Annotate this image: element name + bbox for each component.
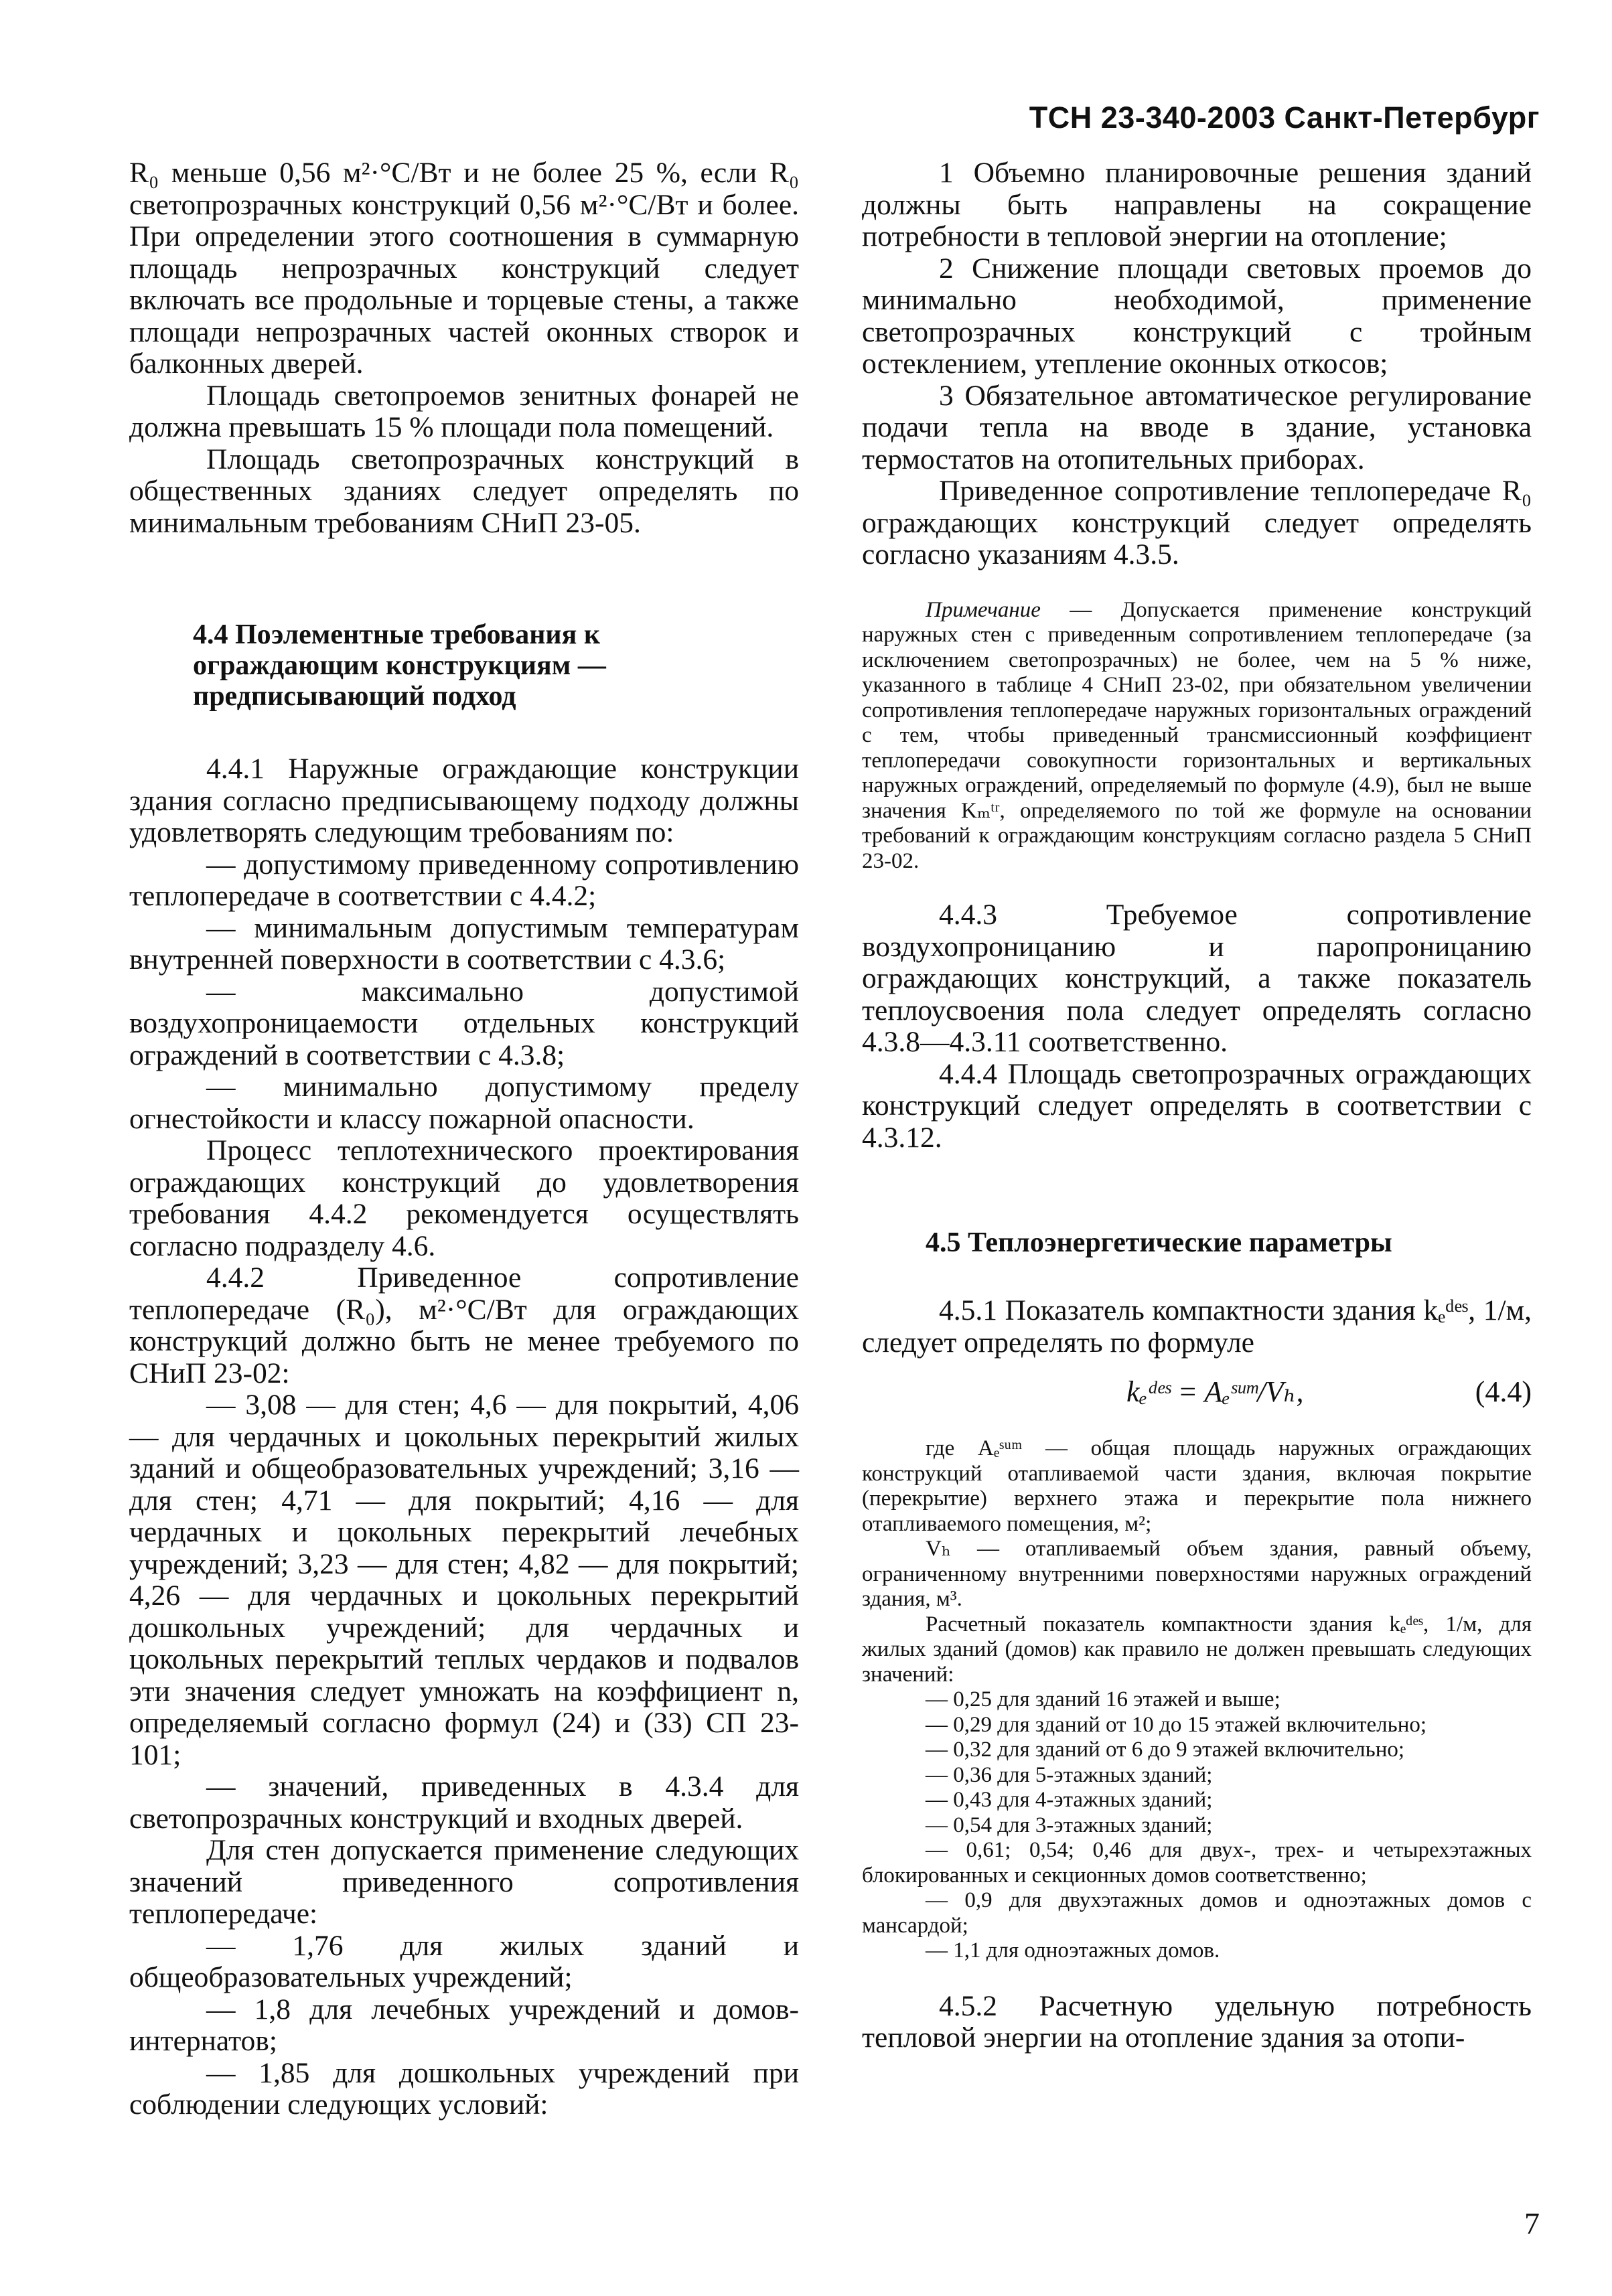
paragraph-4-5-1: 4.5.1 Показатель компактности здания kₑᵈᵉˢ, 1/м, следует определять по формуле: [862, 1294, 1532, 1359]
list-item: — 0,29 для зданий от 10 до 15 этажей включительно;: [926, 1712, 1427, 1737]
list-item: — минимально допустимому пределу огнестойкости и классу пожарной опасности.: [129, 1071, 799, 1135]
list-item: — 0,61; 0,54; 0,46 для двух-, трех- и четырехэтажных блокированных и секционных домов соответственно;: [862, 1838, 1532, 1888]
note: [862, 598, 1532, 874]
paragraph: R₀ меньше 0,56 м²·°С/Вт и не более 25 %, если R₀ светопрозрачных конструкций 0,56 м²·°С/Вт и более. При определении этого соотношения в суммарную площадь непрозрачных конструкций следует включать все продольные и торцевые стены, а также площади непрозрачных частей оконных створок и балконных дверей.: [129, 157, 799, 380]
section-heading-4-4-line3: предписывающий подход: [193, 681, 516, 712]
paragraph: Приведенное сопротивление теплопередаче R₀ ограждающих конструкций следует определять согласно указаниям 4.3.5.: [862, 475, 1532, 570]
paragraph-4-5-2: 4.5.2 Расчетную удельную потребность тепловой энергии на отопление здания за отопи-: [862, 1989, 1532, 2054]
page-number: 7: [1524, 2206, 1540, 2240]
left-column: [129, 157, 799, 2121]
paragraph: Процесс теплотехнического проектирования ограждающих конструкций до удовлетворения требования 4.4.2 рекомендуется осуществлять согласно подразделу 4.6.: [129, 1134, 799, 1262]
list-item: — значений, приведенных в 4.3.4 для светопрозрачных конструкций и входных дверей.: [129, 1770, 799, 1835]
paragraph: Площадь светопрозрачных конструкций в общественных зданиях следует определять по минимальным требованиям СНиП 23-05.: [129, 443, 799, 539]
paragraph-4-4-2: 4.4.2 Приведенное сопротивление теплопередаче (R₀), м²·°С/Вт для ограждающих конструкций должно быть не менее требуемого по СНиП 23-02:: [129, 1261, 799, 1389]
list-item: — 0,32 для зданий от 6 до 9 этажей включительно;: [926, 1738, 1405, 1762]
list-item: — 1,8 для лечебных учреждений и домов-интернатов;: [129, 1993, 799, 2057]
list-item: — 0,36 для 5-этажных зданий;: [926, 1762, 1213, 1787]
list-item: 1 Объемно планировочные решения зданий должны быть направлены на сокращение потребности в тепловой энергии на отопление;: [862, 157, 1532, 252]
list-item: — 1,1 для одноэтажных домов.: [926, 1938, 1220, 1963]
formula-where: Vₕ — отапливаемый объем здания, равный объему, ограниченному внутренними поверхностями наружных ограждений здания, м³.: [862, 1537, 1532, 1611]
list-item: — 0,54 для 3-этажных зданий;: [926, 1813, 1213, 1837]
list-item: — минимальным допустимым температурам внутренней поверхности в соответствии с 4.3.6;: [129, 911, 799, 976]
paragraph-4-4-1: 4.4.1 Наружные ограждающие конструкции здания согласно предписывающему подходу должны удовлетворять следующим требованиям по:: [129, 753, 799, 848]
list-item: — 0,25 для зданий 16 этажей и выше;: [926, 1687, 1280, 1711]
list-item: — 0,9 для двухэтажных домов и одноэтажных домов с мансардой;: [862, 1888, 1532, 1938]
page-header: ТСН 23-340-2003 Санкт-Петербург: [1029, 100, 1540, 135]
formula-4-4: [862, 1376, 1532, 1416]
section-heading-4-4-line1: 4.4 Поэлементные требования к: [193, 619, 601, 650]
list-item: — 3,08 — для стен; 4,6 — для покрытий, 4,06 — для чердачных и цокольных перекрытий жилых зданий и общеобразовательных учреждений; 3,16 — для стен; 4,71 — для покрытий; 4,16 — для чердачных и цокольных перекрытий лечебных учреждений; 3,23 — для стен; 4,82 — для покрытий; 4,26 — для чердачных и цокольных перекрытий дошкольных учреждений; для чердачных и цокольных перекрытий теплых чердаков и подвалов эти значения следует умножать на коэффициент n, определяемый согласно формул (24) и (33) СП 23-101;: [129, 1389, 799, 1771]
list-item: — 1,76 для жилых зданий и общеобразовательных учреждений;: [129, 1929, 799, 1993]
section-heading-4-4-line2: ограждающим конструкциям —: [193, 650, 606, 681]
formula-where: где Aₑˢᵘᵐ — общая площадь наружных ограждающих конструкций отапливаемой части здания, включая покрытие (перекрытие) верхнего этажа и перекрытие пола нижнего отапливаемого помещения, м²;: [862, 1436, 1532, 1536]
list-item: — 1,85 для дошкольных учреждений при соблюдении следующих условий:: [129, 2056, 799, 2121]
paragraph-4-4-4: 4.4.4 Площадь светопрозрачных ограждающих конструкций следует определять в соответствии с 4.3.12.: [862, 1057, 1532, 1154]
paragraph: Площадь светопроемов зенитных фонарей не должна превышать 15 % площади пола помещений.: [129, 379, 799, 443]
section-heading-4-5: 4.5 Теплоэнергетические параметры: [926, 1227, 1392, 1258]
paragraph: Расчетный показатель компактности здания kₑᵈᵉˢ, 1/м, для жилых зданий (домов) как правило не должен превышать следующих значений:: [862, 1612, 1532, 1687]
list-item: — максимально допустимой воздухопроницаемости отдельных конструкций ограждений в соответствии с 4.3.8;: [129, 975, 799, 1071]
right-column: [862, 157, 1532, 2054]
list-item: 2 Снижение площади световых проемов до минимально необходимой, применение светопрозрачных конструкций с тройным остеклением, утепление оконных откосов;: [862, 252, 1532, 380]
formula-expression: kₑᵈᵉˢ = Aₑˢᵘᵐ/Vₕ,: [1126, 1375, 1304, 1408]
paragraph: Для стен допускается применение следующих значений приведенного сопротивления теплопередаче:: [129, 1834, 799, 1930]
list-item: — 0,43 для 4-этажных зданий;: [926, 1788, 1213, 1812]
note-body: — Допускается применение конструкций наружных стен с приведенным сопротивлением теплопередаче (за исключением светопрозрачных) не более, чем на 5 % ниже, указанного в таблице 4 СНиП 23-02, при обязательном увеличении сопротивления теплопередаче наружных горизонтальных ограждений с тем, чтобы приведенный трансмиссионный коэффициент теплопередачи совокупности горизонтальных и вертикальных наружных ограждений, определяемый по формуле (4.9), был не выше значения Kₘᵗʳ, определяемого по той же формуле на основании требований к ограждающим конструкциям согласно раздела 5 СНиП 23-02.: [862, 597, 1532, 873]
formula-number: (4.4): [1475, 1375, 1532, 1408]
note-lead: Примечание: [926, 597, 1041, 622]
list-item: — допустимому приведенному сопротивлению теплопередаче в соответствии с 4.4.2;: [129, 848, 799, 912]
paragraph-4-4-3: 4.4.3 Требуемое сопротивление воздухопроницанию и паропроницанию ограждающих конструкций, а также показатель теплоусвоения пола следует определять согласно 4.3.8—4.3.11 соответственно.: [862, 899, 1532, 1058]
list-item: 3 Обязательное автоматическое регулирование подачи тепла на вводе в здание, установка термостатов на отопительных приборах.: [862, 379, 1532, 475]
